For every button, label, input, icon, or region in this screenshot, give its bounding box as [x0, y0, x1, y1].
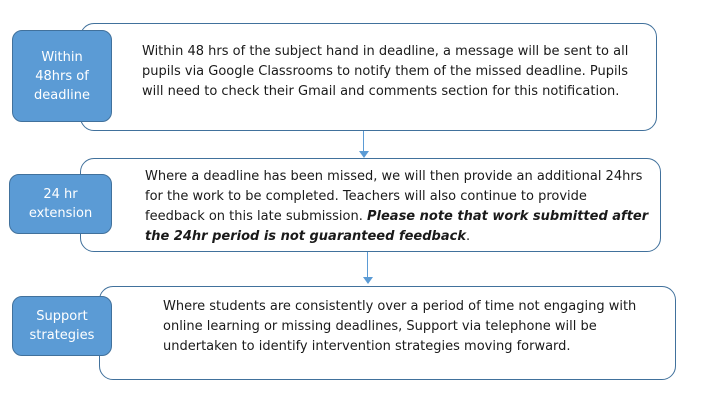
step-2-text-emphasis: Please note that work submitted after the 24hr period is not guaranteed feedback [145, 209, 649, 244]
arrow-2-3 [363, 252, 373, 284]
step-2-text-main: Where a deadline has been missed, we will then provide an additional 24hrs for the work to be completed. Teachers will also continue to provide feedback on this late submission. [145, 169, 643, 224]
step-2-box [80, 158, 661, 252]
step-1-tag-label: Within 48hrs of deadline [34, 49, 90, 103]
step-1-tag [12, 30, 112, 122]
arrow-1-2 [359, 131, 369, 158]
step-1-box [80, 23, 657, 131]
step-3-tag [12, 296, 112, 356]
step-2-text [145, 167, 650, 247]
step-1-text: Within 48 hrs of the subject hand in deadline, a message will be sent to all pupils via Google Classrooms to notify them of the missed deadline. Pupils will need to check their Gmail and comments section for this notification. [142, 44, 629, 99]
step-2-text-end: . [465, 229, 471, 244]
step-2-tag [9, 174, 112, 234]
step-2-tag-label: 24 hr extension [28, 187, 93, 221]
step-3-box [99, 286, 676, 380]
step-3-text: Where students are consistently over a period of time not engaging with online learning or missing deadlines, Support via telephone will be undertaken to identify intervention strategies moving forward. [163, 299, 637, 354]
step-3-tag-label: Support strategies [29, 309, 95, 343]
